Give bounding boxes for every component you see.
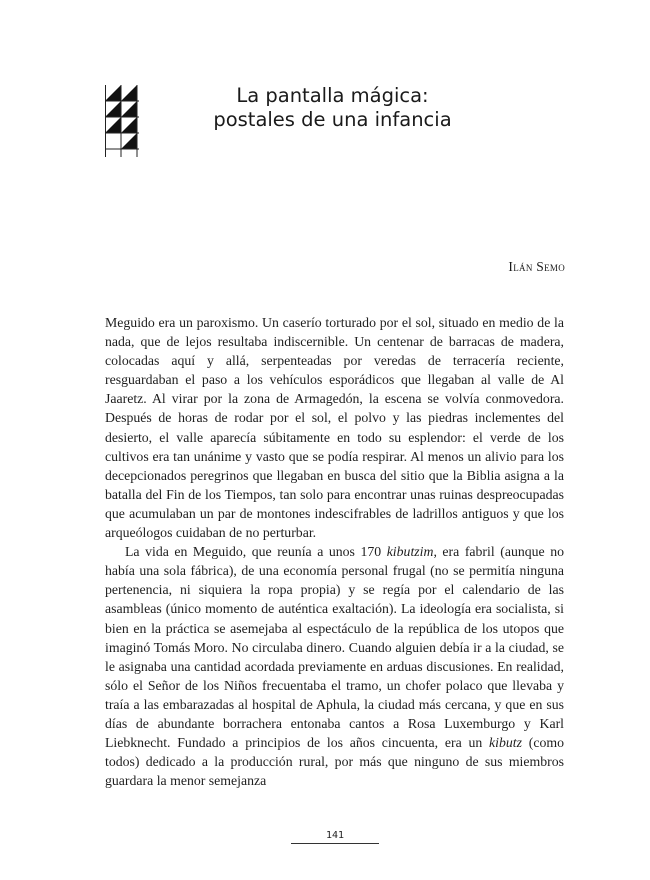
paragraph-2-italic-kibutzim: kibutzim bbox=[386, 544, 434, 560]
paragraph-2-part-a: La vida en Meguido, que reunía a unos 170 bbox=[125, 544, 387, 560]
paragraph-2-part-b: , era fabril (aunque no había una sola fábrica), de una economía personal frugal (no se permitía ninguna pertenencia, ni siquiera la ropa propia) y se regía por el calendario de las asambleas (único momento de auténtica exaltación). La ideología era socialista, si bien en la práctica se asemejaba al espectáculo de la república de los utopos que imaginó Tomás Moro. No circulaba dinero. Cuando alguien debía ir a la ciudad, se le asignaba una cantidad acordada previamente en arduas discusiones. En realidad, sólo el Señor de los Niños frecuentaba el tramo, un chofer polaco que llevaba y traía a las embarazadas al hospital de Aphula, la ciudad más cercana, y que en sus días de abundante borrachera entonaba cantos a Rosa Luxemburgo y Karl Liebknecht. Fundado a principios de los años cincuenta, era un bbox=[105, 544, 564, 751]
paragraph-2-italic-kibutz: kibutz bbox=[489, 735, 522, 751]
chapter-title bbox=[150, 84, 515, 132]
paragraph-2-part-c: (como todos) dedicado a la producción rural, por más que ninguno de sus miembros guardara la menor semejanza bbox=[105, 735, 565, 789]
footer-rule bbox=[291, 843, 379, 844]
chapter-title-line-2: postales de una infancia bbox=[213, 108, 452, 131]
paragraph-1: Meguido era un paroxismo. Un caserío torturado por el sol, situado en medio de la nada, que de lejos resultaba indiscernible. Un centenar de barracas de madera, colocadas aquí y allá, serpenteadas por veredas de terracería reciente, resguardaban el paso a los vehículos esporádicos que llegaban al valle de Al Jaaretz. Al virar por la zona de Armagedón, la escena se volvía conmovedora. Después de horas de rodar por el sol, el polvo y las piedras inclementes del desierto, el valle aparecía súbitamente en todo su esplendor: el verde de los cultivos era tan unánime y vasto que se podía respirar. Al menos un alivio para los decepcionados peregrinos que llegaban en busca del sitio que la Biblia asigna a la batalla del Fin de los Tiempos, tan solo para encontrar unas ruinas despreocupadas que acumulaban un par de montones indescifrables de ladrillos antiguos y que los arqueólogos cuidaban de no perturbar. bbox=[105, 315, 564, 541]
paragraph-2 bbox=[105, 542, 564, 790]
page-number: 141 bbox=[325, 830, 345, 841]
triangle-grid-ornament-icon bbox=[105, 85, 139, 159]
body-text bbox=[105, 313, 564, 790]
chapter-title-line-1: La pantalla mágica: bbox=[236, 84, 429, 107]
author-name: Ilán Semo bbox=[508, 259, 565, 274]
